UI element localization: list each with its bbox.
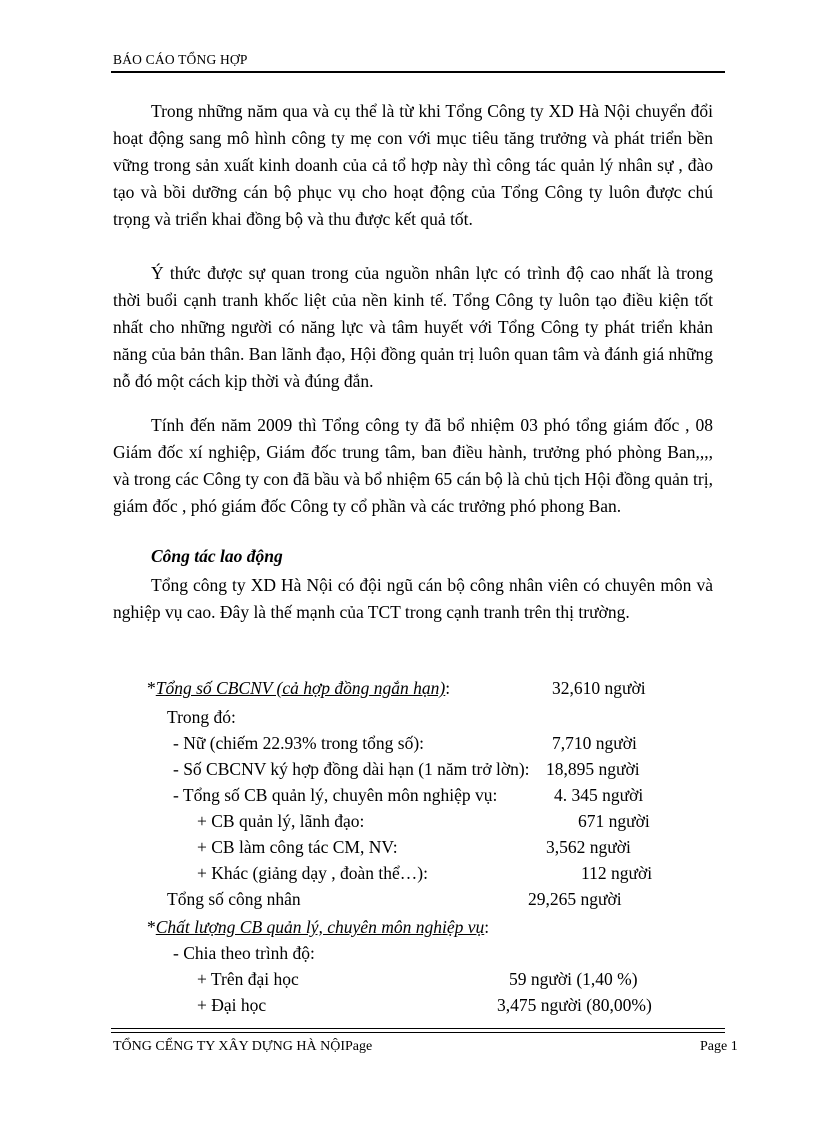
workers-label: Tổng số công nhân xyxy=(167,889,301,909)
other-label: + Khác (giảng dạy , đoàn thể…): xyxy=(197,863,428,883)
managers-label: - Tổng số CB quản lý, chuyên môn nghiệp vụ: xyxy=(173,785,498,805)
longterm-label: - Số CBCNV ký hợp đồng dài hạn (1 năm trở lờn): xyxy=(173,759,530,779)
total-colon: : xyxy=(445,678,451,698)
footer-divider-bottom xyxy=(111,1032,725,1033)
postgrad-value: 59 người (1,40 %) xyxy=(509,969,638,989)
page-header: BÁO CÁO TỔNG HỢP xyxy=(113,52,248,67)
workers-value: 29,265 người xyxy=(528,889,622,909)
footer-company: TỔNG CỂNG TY XÂY DỰNG HÀ NỘIPage xyxy=(113,1039,373,1054)
page-number: Page 1 xyxy=(700,1039,738,1054)
cm-label: + CB làm công tác CM, NV: xyxy=(197,837,398,857)
female-value: 7,710 người xyxy=(552,733,637,753)
quality-heading xyxy=(147,917,489,938)
longterm-value: 18,895 người xyxy=(546,759,640,779)
footer-divider-top xyxy=(111,1028,725,1029)
in-which-label: Trong đó: xyxy=(167,707,236,727)
total-label: Tổng số CBCNV (cả hợp đồng ngắn hạn) xyxy=(155,678,446,698)
paragraph-2: Ý thức được sự quan trong của nguồn nhân lực có trình độ cao nhất là trong thời buổi cạnh tranh khốc liệt của nền kinh tế. Tổng Công ty luôn tạo điều kiện tốt nhất cho những người có năng lực và tâm huyết với Tổng Công ty phát triển khản năng của bản thân. Ban lãnh đạo, Hội đồng quản trị luôn quan tâm và đánh giá những nỗ đó một cách kịp thời và đúng đắn. xyxy=(113,263,713,391)
quality-colon: : xyxy=(484,917,490,937)
leaders-label: + CB quản lý, lãnh đạo: xyxy=(197,811,365,831)
section-heading: Công tác lao động xyxy=(151,546,283,566)
header-divider xyxy=(111,71,725,73)
female-label: - Nữ (chiếm 22.93% trong tổng số): xyxy=(173,733,425,753)
paragraph-3: Tính đến năm 2009 thì Tổng công ty đã bổ nhiệm 03 phó tổng giám đốc , 08 Giám đốc xí nghiệp, Giám đốc trung tâm, ban điều hành, trưởng phó phòng Ban,,,, và trong các Công ty con đã bầu và bổ nhiệm 65 cán bộ là chủ tịch Hội đồng quản trị, giám đốc , phó giám đốc Công ty cổ phần và các trưởng phó phong Ban. xyxy=(113,415,713,516)
labor-paragraph: Tổng công ty XD Hà Nội có đội ngũ cán bộ công nhân viên có chuyên môn và nghiệp vụ cao. Đây là thế mạnh của TCT trong cạnh tranh trên thị trường. xyxy=(113,575,713,622)
total-staff-value: 32,610 người xyxy=(552,678,646,698)
quality-star: * xyxy=(147,917,156,937)
leaders-value: 671 người xyxy=(578,811,650,831)
paragraph-1: Trong những năm qua và cụ thể là từ khi Tổng Công ty XD Hà Nội chuyển đổi hoạt động sang mô hình công ty mẹ con với mục tiêu tăng trưởng và phát triển bền vững trong sản xuất kinh doanh của cả tổ hợp này thì công tác quản lý nhân sự , đào tạo và bồi dưỡng cán bộ phục vụ cho hoạt động của Tổng Công ty luôn được chú trọng và triển khai đồng bộ và thu được kết quả tốt. xyxy=(113,101,713,229)
quality-label: Chất lượng CB quản lý, chuyên môn nghiệp vụ xyxy=(155,917,485,937)
managers-value: 4. 345 người xyxy=(554,785,644,805)
cm-value: 3,562 người xyxy=(546,837,631,857)
total-star: * xyxy=(147,678,156,698)
postgrad-label: + Trên đại học xyxy=(197,969,299,989)
grad-label: + Đại học xyxy=(197,995,267,1015)
by-level-label: - Chia theo trình độ: xyxy=(173,943,315,963)
grad-value: 3,475 người (80,00%) xyxy=(497,995,652,1015)
other-value: 112 người xyxy=(581,863,653,883)
total-staff-label xyxy=(147,678,450,699)
